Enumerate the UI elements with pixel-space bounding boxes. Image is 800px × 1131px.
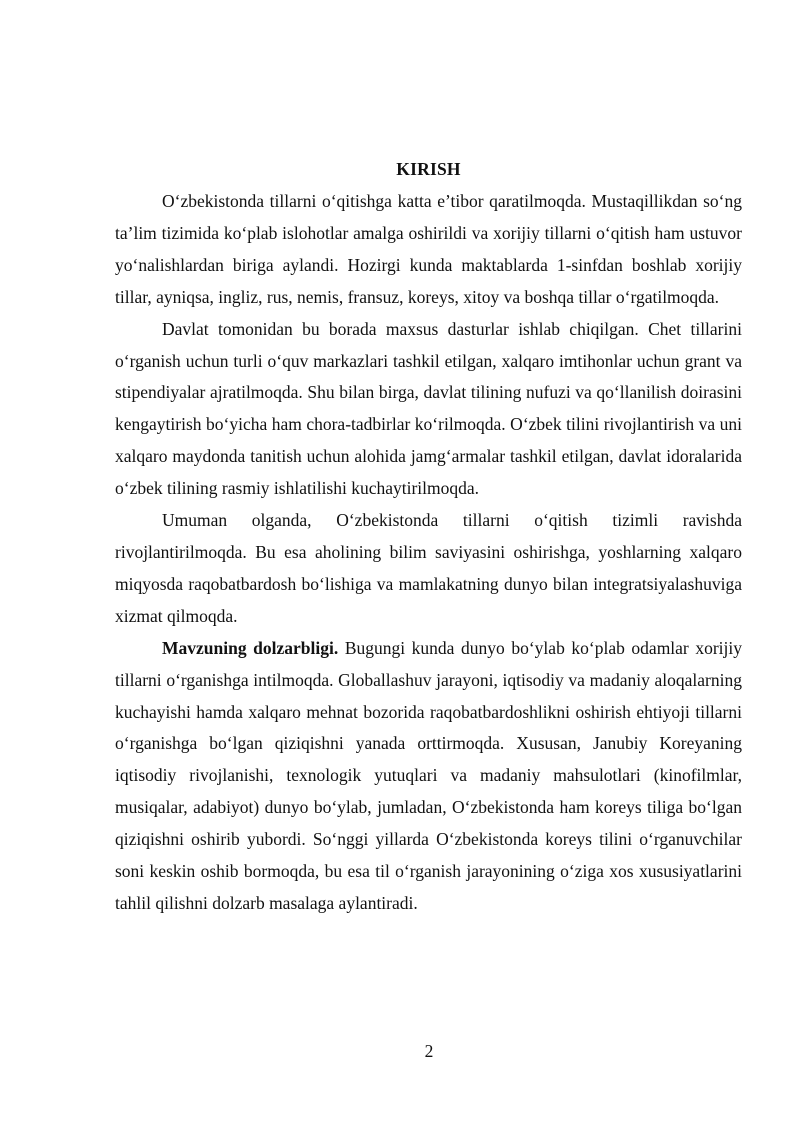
- page-number: 2: [424, 1041, 434, 1061]
- paragraph-1: [115, 186, 742, 314]
- paragraph-2: [115, 314, 742, 505]
- paragraph-1-text: O‘zbekistonda tillarni o‘qitishga katta e’tibor qaratilmoqda. Mustaqillikdan so‘ng ta’lim tizimida ko‘plab islohotlar amalga oshirildi va xorijiy tillarni o‘qitish ham ustuvor yo‘nalishlardan biriga aylandi. Hozirgi kunda maktablarda 1-sinfdan boshlab xorijiy tillar, ayniqsa, ingliz, rus, nemis, fransuz, koreys, xitoy va boshqa tillar o‘rgatilmoqda.: [115, 191, 742, 307]
- body-text: [115, 186, 742, 920]
- paragraph-4-text: Bugungi kunda dunyo bo‘ylab ko‘plab odamlar xorijiy tillarni o‘rganishga intilmoqda. Globallashuv jarayoni, iqtisodiy va madaniy aloqalarning kuchayishi hamda xalqaro mehnat bozorida raqobatbardoshlikni oshirish ehtiyoji tillarni o‘rganishga bo‘lgan qiziqishni yanada orttirmoqda. Xususan, Janubiy Koreyaning iqtisodiy rivojlanishi, texnologik yutuqlari va madaniy mahsulotlari (kinofilmlar, musiqalar, adabiyot) dunyo bo‘ylab, jumladan, O‘zbekistonda ham koreys tiliga bo‘lgan qiziqishni oshirib yubordi. So‘nggi yillarda O‘zbekistonda koreys tilini o‘rganuvchilar soni keskin oshib bormoqda, bu esa til o‘rganish jarayonining o‘ziga xos xususiyatlarini tahlil qilishni dolzarb masalaga aylantiradi.: [115, 637, 742, 913]
- section-heading: KIRISH: [396, 159, 461, 179]
- paragraph-3: [115, 505, 742, 633]
- paragraph-3-text: Umuman olganda, O‘zbekistonda tillarni o‘qitish tizimli ravishda rivojlantirilmoqda. Bu esa aholining bilim saviyasini oshirishga, yoshlarning xalqaro miqyosda raqobatbardosh bo‘lishiga va mamlakatning dunyo bilan integratsiyalashuviga xizmat qilmoqda.: [115, 510, 742, 626]
- paragraph-2-text: Davlat tomonidan bu borada maxsus dasturlar ishlab chiqilgan. Chet tillarini o‘rganish uchun turli o‘quv markazlari tashkil etilgan, xalqaro imtihonlar uchun grant va stipendiyalar ajratilmoqda. Shu bilan birga, davlat tilining nufuzi va qo‘llanilish doirasini kengaytirish bo‘yicha ham chora-tadbirlar ko‘rilmoqda. O‘zbek tilini rivojlantirish va uni xalqaro maydonda tanitish uchun alohida jamg‘armalar tashkil etilgan, davlat idoralarida o‘zbek tilining rasmiy ishlatilishi kuchaytirilmoqda.: [115, 318, 742, 499]
- paragraph-4-lead: Mavzuning dolzarbligi.: [162, 637, 339, 658]
- paragraph-4: [115, 633, 742, 920]
